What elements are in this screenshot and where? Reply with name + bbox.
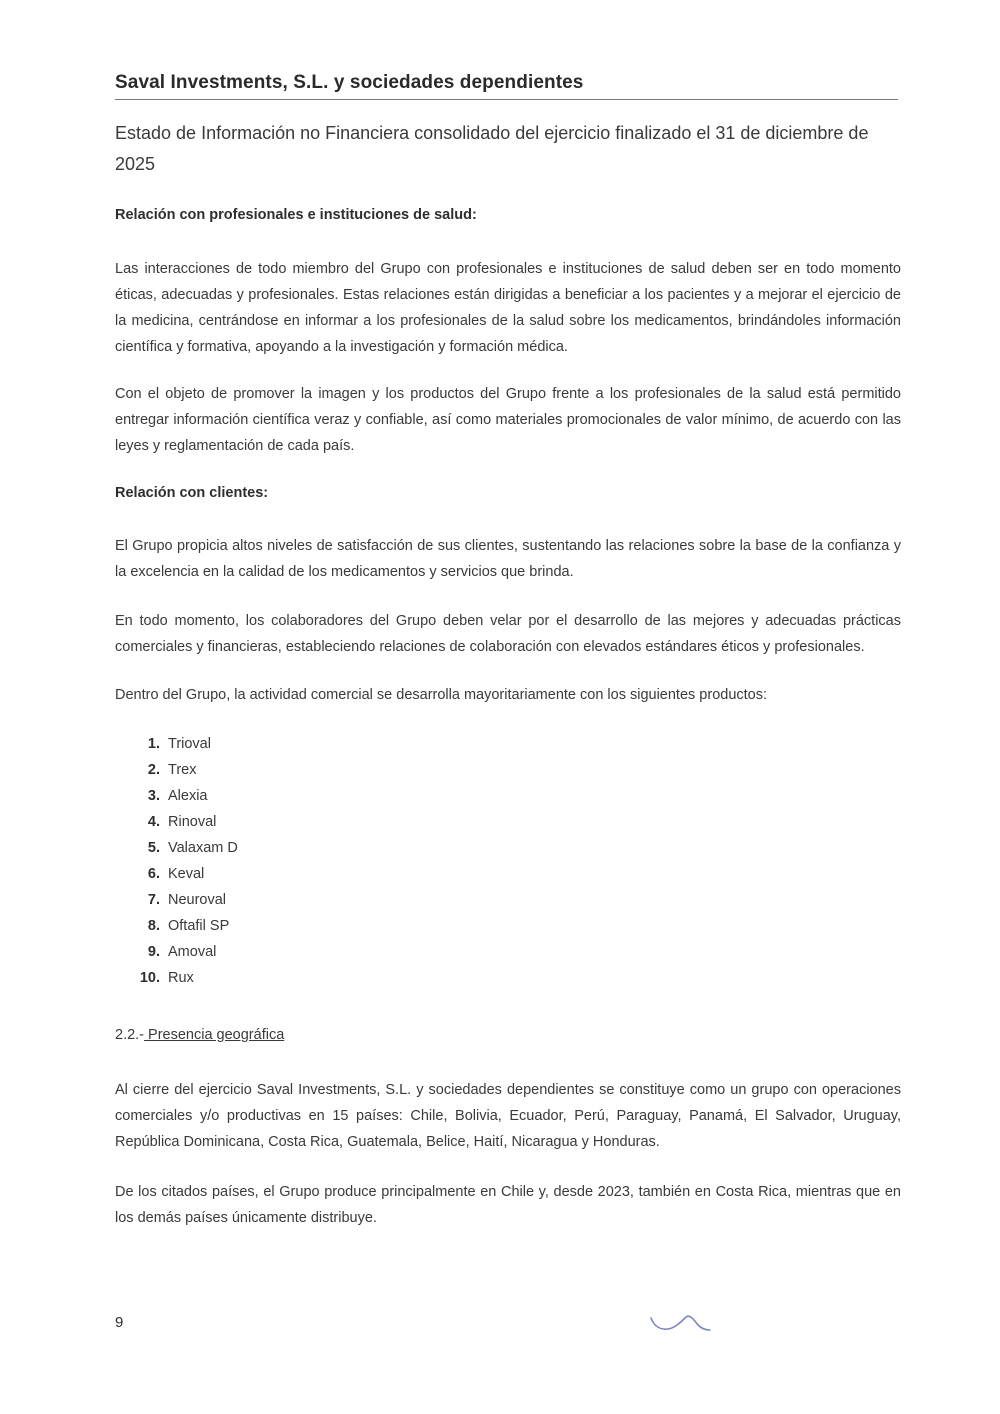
paragraph-geo-1: Al cierre del ejercicio Saval Investments, S.L. y sociedades dependientes se constituye como un grupo con operaciones comerciales y/o productivas en 15 países: Chile, Bolivia, Ecuador, Perú, Paraguay, Panamá, El Salvador, Uruguay, República Dominicana, Costa Rica, Guatemala, Belice, Haití, Nicaragua y Honduras. (115, 1082, 901, 1150)
list-item (130, 939, 238, 965)
paragraph-geo-2: De los citados países, el Grupo produce principalmente en Chile y, desde 2023, también en Costa Rica, mientras que en los demás países únicamente distribuye. (115, 1184, 901, 1226)
list-item-label: Valaxam D (168, 840, 238, 856)
list-item-number: 1. (147, 736, 160, 752)
header-divider (115, 99, 898, 100)
paragraph-clients-1: El Grupo propicia altos niveles de satisfacción de sus clientes, sustentando las relaciones sobre la base de la confianza y la excelencia en la calidad de los medicamentos y servicios que brinda. (115, 538, 901, 580)
list-item-label: Trex (168, 762, 197, 778)
list-item (130, 965, 238, 991)
list-item-number: 8. (147, 918, 160, 934)
list-item-number: 9. (147, 944, 160, 960)
list-item-label: Rinoval (168, 814, 217, 830)
list-item-number: 7. (147, 892, 160, 908)
list-item-label: Trioval (168, 736, 211, 752)
subsection-heading-geographic-presence (115, 1027, 284, 1043)
list-item-label: Alexia (168, 788, 208, 804)
list-item (130, 731, 238, 757)
list-item (130, 835, 238, 861)
paragraph-health-1: Las interacciones de todo miembro del Grupo con profesionales e instituciones de salud deben ser en todo momento éticas, adecuadas y profesionales. Estas relaciones están dirigidas a beneficiar a los pacientes y a mejorar el ejercicio de la medicina, centrándose en informar a los profesionales de la salud sobre los medicamentos, brindándoles información científica y formativa, apoyando a la investigación y formación médica. (115, 261, 901, 355)
list-item (130, 757, 238, 783)
list-item-number: 4. (147, 814, 160, 830)
list-item-label: Neuroval (168, 892, 227, 908)
list-item-label: Keval (168, 866, 205, 882)
list-item-number: 3. (147, 788, 160, 804)
list-item (130, 783, 238, 809)
list-item (130, 809, 238, 835)
list-item-label: Oftafil SP (168, 918, 230, 934)
list-item-label: Rux (168, 970, 194, 986)
heading-health-relations: Relación con profesionales e instituciones de salud: (115, 207, 477, 223)
list-item-number: 5. (147, 840, 160, 856)
product-list (130, 731, 238, 991)
subsection-number: 2.2.- (115, 1027, 145, 1043)
initials-signature-icon (648, 1310, 712, 1336)
list-item-number: 2. (147, 762, 160, 778)
company-name: Saval Investments, S.L. y sociedades dependientes (115, 72, 584, 93)
paragraph-clients-3: Dentro del Grupo, la actividad comercial se desarrolla mayoritariamente con los siguientes productos: (115, 687, 768, 703)
list-item-label: Amoval (168, 944, 217, 960)
list-item-number: 10. (139, 970, 160, 986)
report-title: Estado de Información no Financiera consolidado del ejercicio finalizado el 31 de diciembre de 2025 (115, 123, 869, 174)
paragraph-health-2: Con el objeto de promover la imagen y los productos del Grupo frente a los profesionales de la salud está permitido entregar información científica veraz y confiable, así como materiales promocionales de valor mínimo, de acuerdo con las leyes y reglamentación de cada país. (115, 386, 901, 454)
list-item-number: 6. (147, 866, 160, 882)
subsection-title: Presencia geográfica (144, 1027, 285, 1043)
list-item (130, 913, 238, 939)
list-item (130, 887, 238, 913)
heading-client-relations: Relación con clientes: (115, 485, 269, 501)
page-number: 9 (115, 1314, 124, 1331)
list-item (130, 861, 238, 887)
paragraph-clients-2: En todo momento, los colaboradores del Grupo deben velar por el desarrollo de las mejores y adecuadas prácticas comerciales y financieras, estableciendo relaciones de colaboración con elevados estándares éticos y profesionales. (115, 613, 901, 655)
